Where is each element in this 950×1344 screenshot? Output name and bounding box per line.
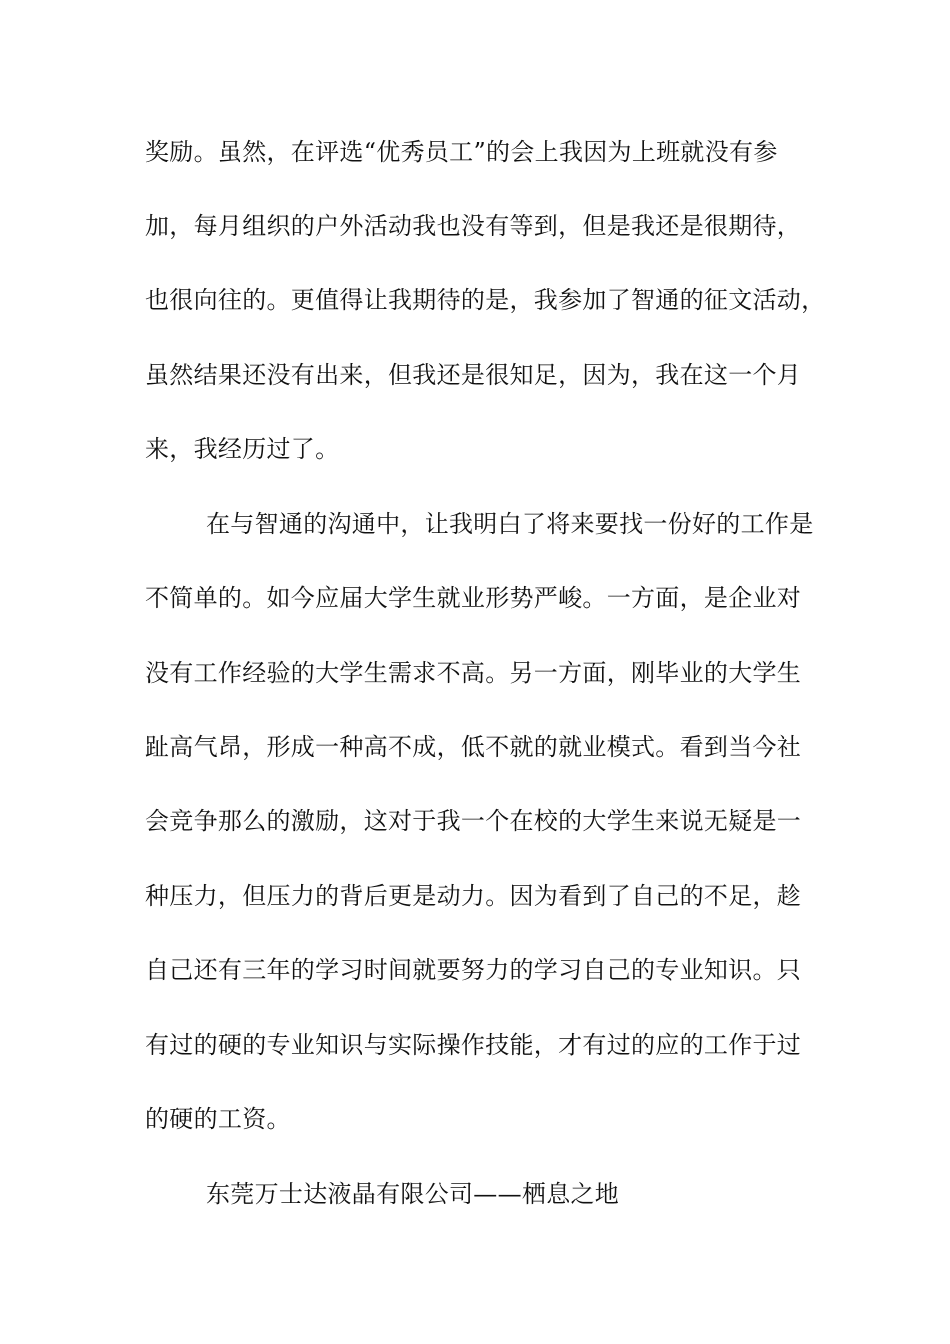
paragraph-line-3: 也很向往的。更值得让我期待的是，我参加了智通的征文活动， xyxy=(145,286,826,314)
paragraph-line-12: 自己还有三年的学习时间就要努力的学习自己的专业知识。只 xyxy=(145,956,802,984)
paragraph-line-6: 在与智通的沟通中，让我明白了将来要找一份好的工作是 xyxy=(206,510,814,538)
paragraph-line-10: 会竞争那么的激励，这对于我一个在校的大学生来说无疑是一 xyxy=(145,807,802,835)
section-heading: 东莞万士达液晶有限公司——栖息之地 xyxy=(206,1180,620,1208)
paragraph-line-9: 趾高气昂，形成一种高不成，低不就的就业模式。看到当今社 xyxy=(145,733,802,761)
paragraph-line-13: 有过的硬的专业知识与实际操作技能，才有过的应的工作于过 xyxy=(145,1031,802,1059)
paragraph-line-14: 的硬的工资。 xyxy=(145,1105,291,1133)
paragraph-line-7: 不简单的。如今应届大学生就业形势严峻。一方面，是企业对 xyxy=(145,584,802,612)
paragraph-line-11: 种压力，但压力的背后更是动力。因为看到了自己的不足，趁 xyxy=(145,882,802,910)
paragraph-line-4: 虽然结果还没有出来，但我还是很知足，因为，我在这一个月 xyxy=(145,361,802,389)
paragraph-line-1: 奖励。虽然，在评选“优秀员工”的会上我因为上班就没有参 xyxy=(145,138,778,166)
paragraph-line-5: 来，我经历过了。 xyxy=(145,435,340,463)
paragraph-line-2: 加，每月组织的户外活动我也没有等到，但是我还是很期待， xyxy=(145,212,802,240)
paragraph-line-8: 没有工作经验的大学生需求不高。另一方面，刚毕业的大学生 xyxy=(145,659,802,687)
